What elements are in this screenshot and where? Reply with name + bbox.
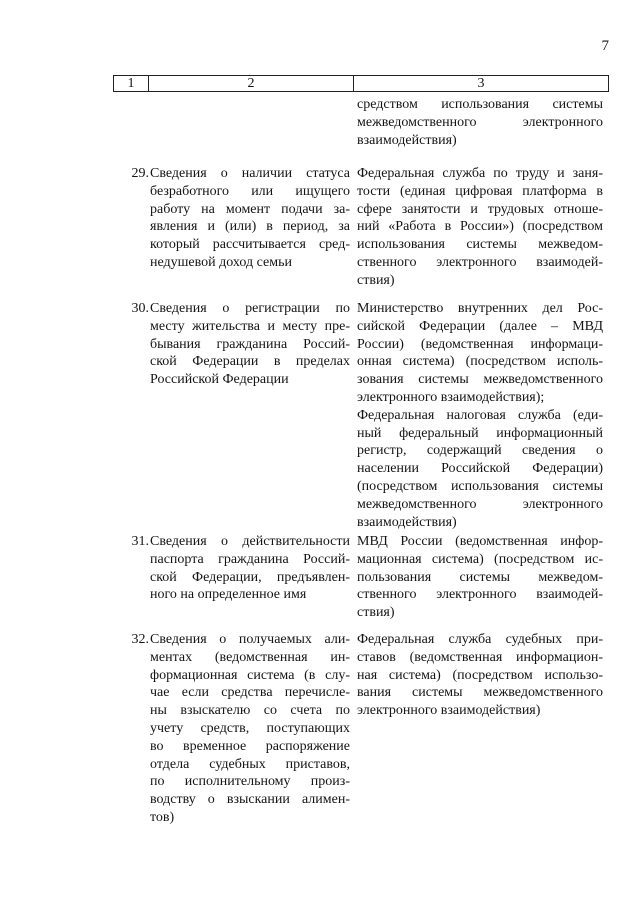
text-line: ственного электронного взаимодей-	[357, 254, 603, 270]
text-line: Российской Федерации	[150, 372, 289, 388]
text-line: тов)	[150, 809, 175, 825]
header-cell-3: 3	[477, 76, 485, 91]
text-line: электронного взаимодействия);	[357, 389, 545, 405]
text-line: во временное распоряжение	[150, 738, 350, 754]
text-line: России) (ведомственная информаци-	[357, 336, 603, 352]
text-line: сфере занятости и трудовых отноше-	[357, 201, 603, 217]
text-line: явления и (или) в период, за	[150, 219, 350, 235]
row-number: 32.	[131, 632, 149, 647]
text-line: Сведения о получаемых али-	[150, 632, 350, 647]
table-header-row	[113, 75, 609, 92]
text-line: мационная система) (посредством ис-	[357, 551, 603, 567]
text-line: средством использования системы	[357, 97, 603, 112]
text-line: зования системы межведомственного	[357, 372, 603, 388]
text-line: межведомственного электронного	[357, 496, 603, 512]
row-name	[150, 300, 350, 389]
text-line: безработного или ищущего	[150, 183, 350, 199]
text-line: учету средств, поступающих	[150, 720, 350, 736]
text-line: Сведения о наличии статуса	[150, 166, 350, 181]
text-line: чае если средства перечисле-	[150, 685, 350, 701]
text-line: онная система) (посредством исполь-	[357, 354, 603, 370]
text-line: ской Федерации, предъявлен-	[150, 569, 350, 585]
text-line: по исполнительному произ-	[150, 774, 350, 790]
text-line: взаимодействия)	[357, 514, 457, 530]
row-name	[150, 631, 350, 827]
text-line: бывания гражданина Россий-	[150, 336, 350, 352]
page-number: 7	[601, 38, 609, 54]
text-line: электронного взаимодействия)	[357, 703, 541, 719]
row-number: 30.	[131, 301, 149, 316]
continuation-source	[357, 96, 603, 149]
text-line: ствия)	[357, 605, 395, 621]
text-line: Федеральная служба по труду и заня-	[357, 166, 603, 181]
text-line: МВД России (ведомственная инфор-	[357, 534, 603, 549]
text-line: пользования системы межведом-	[357, 569, 603, 585]
text-line: ственного электронного взаимодей-	[357, 587, 603, 603]
row-source	[357, 533, 603, 622]
row-number: 29.	[131, 166, 149, 181]
text-line: регистр, содержащий сведения о	[357, 443, 603, 459]
text-line: месту жительства и месту пре-	[150, 318, 350, 334]
text-line: недушевой доход семьи	[150, 254, 292, 270]
row-source	[357, 300, 603, 531]
row-number: 31.	[131, 534, 149, 549]
text-line: ны взыскателю со счета по	[150, 703, 350, 719]
text-line: ная система) (посредством использо-	[357, 667, 603, 683]
text-line: тости (единая цифровая платформа в	[357, 183, 603, 199]
text-line: Сведения о регистрации по	[150, 301, 350, 316]
text-line: использования системы межведом-	[357, 237, 603, 253]
header-cell-2: 2	[149, 76, 354, 91]
text-line: ской Федерации в пределах	[150, 354, 350, 370]
row-name	[150, 533, 350, 604]
text-line: формационная система (в слу-	[150, 667, 350, 683]
text-line: ний «Работа в России») (посредством	[357, 219, 603, 235]
text-line: Федеральная налоговая служба (еди-	[357, 407, 603, 423]
text-line: взаимодействия)	[357, 132, 457, 148]
text-line: ментах (ведомственная ин-	[150, 649, 350, 665]
text-line: (посредством использования системы	[357, 478, 603, 494]
row-name	[150, 165, 350, 272]
text-line: работу на момент подачи за-	[150, 201, 350, 217]
text-line: ставов (ведомственная информацион-	[357, 649, 603, 665]
text-line: водству о взыскании алимен-	[150, 792, 350, 808]
row-source	[357, 165, 603, 290]
text-line: паспорта гражданина Россий-	[150, 551, 350, 567]
text-line: ный федеральный информационный	[357, 425, 603, 441]
text-line: ствия)	[357, 272, 395, 288]
text-line: отдела судебных приставов,	[150, 756, 350, 772]
text-line: который рассчитывается сред-	[150, 237, 350, 253]
text-line: населении Российской Федерации)	[357, 461, 603, 477]
text-line: Сведения о действительности	[150, 534, 350, 549]
text-line: ного на определенное имя	[150, 587, 307, 603]
header-cell-1: 1	[114, 76, 149, 91]
text-line: Федеральная служба судебных при-	[357, 632, 603, 647]
text-line: вания системы межведомственного	[357, 685, 603, 701]
text-line: межведомственного электронного	[357, 114, 603, 130]
row-source	[357, 631, 603, 720]
text-line: Министерство внутренних дел Рос-	[357, 301, 603, 316]
text-line: сийской Федерации (далее – МВД	[357, 318, 603, 334]
